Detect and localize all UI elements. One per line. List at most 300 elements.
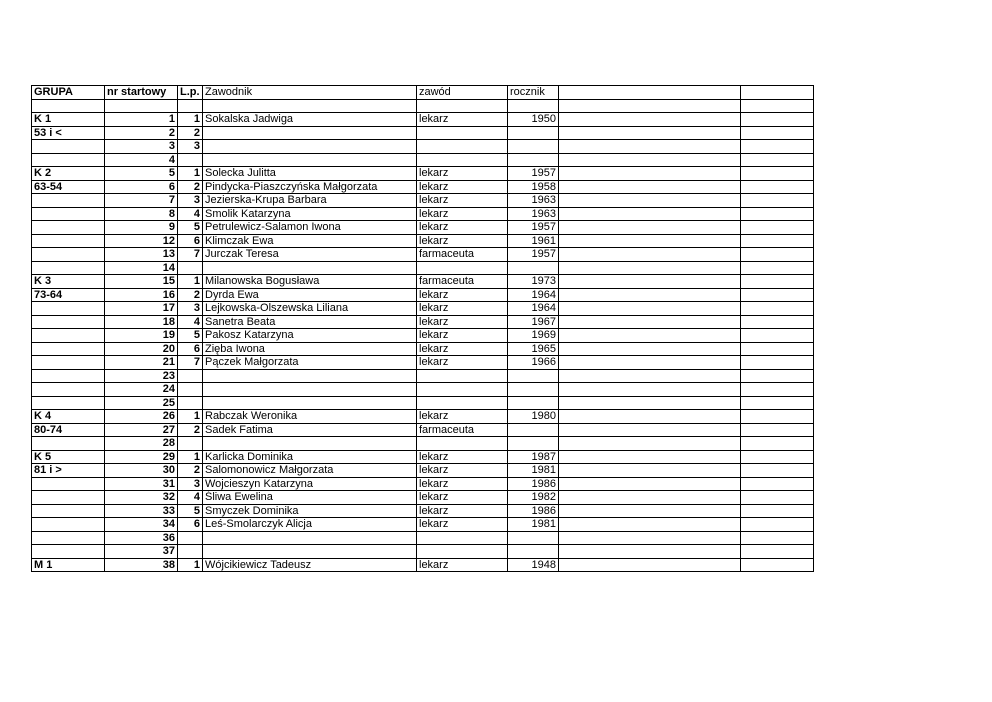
rocznik-cell: 1986	[508, 504, 559, 518]
empty-cell	[741, 221, 814, 235]
zawod-cell: lekarz	[417, 221, 508, 235]
nr-startowy-cell: 26	[105, 410, 178, 424]
table-row	[32, 221, 814, 235]
lp-cell: 5	[178, 221, 203, 235]
table-row	[32, 329, 814, 343]
lp-cell: 2	[178, 180, 203, 194]
zawodnik-cell	[203, 126, 417, 140]
table-row	[32, 356, 814, 370]
table-row	[32, 234, 814, 248]
lp-cell: 6	[178, 342, 203, 356]
empty-cell	[559, 261, 741, 275]
table-row	[32, 261, 814, 275]
zawodnik-cell	[203, 140, 417, 154]
empty-cell	[559, 221, 741, 235]
rocznik-cell: 1957	[508, 167, 559, 181]
table-row	[32, 423, 814, 437]
grupa-cell: K 1	[32, 113, 105, 127]
zawodnik-cell: Śliwa Ewelina	[203, 491, 417, 505]
zawodnik-cell: Solecka Julitta	[203, 167, 417, 181]
empty-cell	[741, 356, 814, 370]
zawodnik-cell: Leś-Smolarczyk Alicja	[203, 518, 417, 532]
rocznik-cell: 1966	[508, 356, 559, 370]
header-nr-startowy: nr startowy	[105, 86, 178, 100]
zawod-cell: lekarz	[417, 504, 508, 518]
table-row	[32, 288, 814, 302]
table-row	[32, 140, 814, 154]
empty-cell	[559, 356, 741, 370]
zawod-cell: farmaceuta	[417, 275, 508, 289]
empty-cell	[741, 167, 814, 181]
table-row	[32, 464, 814, 478]
rocznik-cell: 1957	[508, 248, 559, 262]
zawod-cell: lekarz	[417, 329, 508, 343]
lp-cell	[178, 99, 203, 113]
nr-startowy-cell: 18	[105, 315, 178, 329]
header-empty-cell	[741, 86, 814, 100]
empty-cell	[741, 423, 814, 437]
table-row	[32, 275, 814, 289]
header-zawodnik: Zawodnik	[203, 86, 417, 100]
grupa-cell	[32, 99, 105, 113]
nr-startowy-cell: 16	[105, 288, 178, 302]
nr-startowy-cell: 20	[105, 342, 178, 356]
lp-cell	[178, 396, 203, 410]
zawodnik-cell	[203, 396, 417, 410]
nr-startowy-cell: 5	[105, 167, 178, 181]
lp-cell: 2	[178, 423, 203, 437]
zawod-cell: lekarz	[417, 477, 508, 491]
table-row	[32, 167, 814, 181]
zawod-cell: lekarz	[417, 518, 508, 532]
zawod-cell: lekarz	[417, 167, 508, 181]
zawodnik-cell: Klimczak Ewa	[203, 234, 417, 248]
table-row	[32, 153, 814, 167]
zawod-cell: farmaceuta	[417, 423, 508, 437]
empty-cell	[741, 288, 814, 302]
grupa-cell	[32, 437, 105, 451]
empty-cell	[559, 423, 741, 437]
lp-cell	[178, 545, 203, 559]
lp-cell	[178, 531, 203, 545]
zawod-cell	[417, 126, 508, 140]
table-row	[32, 491, 814, 505]
nr-startowy-cell: 6	[105, 180, 178, 194]
lp-cell: 3	[178, 477, 203, 491]
nr-startowy-cell: 19	[105, 329, 178, 343]
grupa-cell: K 2	[32, 167, 105, 181]
grupa-cell: 63-54	[32, 180, 105, 194]
zawod-cell	[417, 383, 508, 397]
lp-cell	[178, 261, 203, 275]
nr-startowy-cell: 28	[105, 437, 178, 451]
rocznik-cell	[508, 545, 559, 559]
nr-startowy-cell: 34	[105, 518, 178, 532]
rocznik-cell: 1967	[508, 315, 559, 329]
grupa-cell	[32, 369, 105, 383]
nr-startowy-cell: 33	[105, 504, 178, 518]
zawod-cell: lekarz	[417, 194, 508, 208]
table-row	[32, 180, 814, 194]
empty-cell	[741, 126, 814, 140]
grupa-cell	[32, 248, 105, 262]
empty-cell	[741, 410, 814, 424]
zawodnik-cell: Smyczek Dominika	[203, 504, 417, 518]
empty-cell	[559, 450, 741, 464]
table-row	[32, 99, 814, 113]
empty-cell	[559, 504, 741, 518]
grupa-cell	[32, 140, 105, 154]
grupa-cell	[32, 396, 105, 410]
lp-cell	[178, 437, 203, 451]
zawod-cell	[417, 545, 508, 559]
grupa-cell	[32, 329, 105, 343]
grupa-cell	[32, 491, 105, 505]
zawod-cell: farmaceuta	[417, 248, 508, 262]
empty-cell	[741, 437, 814, 451]
table-row	[32, 207, 814, 221]
rocznik-cell	[508, 126, 559, 140]
nr-startowy-cell: 30	[105, 464, 178, 478]
empty-cell	[741, 504, 814, 518]
grupa-cell: 81 i >	[32, 464, 105, 478]
rocznik-cell: 1964	[508, 288, 559, 302]
nr-startowy-cell: 37	[105, 545, 178, 559]
empty-cell	[559, 315, 741, 329]
zawodnik-cell: Pakosz Katarzyna	[203, 329, 417, 343]
lp-cell: 6	[178, 234, 203, 248]
rocznik-cell: 1987	[508, 450, 559, 464]
empty-cell	[559, 126, 741, 140]
empty-cell	[559, 491, 741, 505]
empty-cell	[741, 369, 814, 383]
lp-cell: 1	[178, 410, 203, 424]
grupa-cell	[32, 531, 105, 545]
table-row	[32, 369, 814, 383]
grupa-cell	[32, 261, 105, 275]
zawodnik-cell	[203, 261, 417, 275]
table-row	[32, 383, 814, 397]
nr-startowy-cell: 23	[105, 369, 178, 383]
table-row	[32, 410, 814, 424]
header-zawod: zawód	[417, 86, 508, 100]
nr-startowy-cell: 1	[105, 113, 178, 127]
table-row	[32, 302, 814, 316]
empty-cell	[741, 491, 814, 505]
zawodnik-cell	[203, 369, 417, 383]
rocznik-cell: 1964	[508, 302, 559, 316]
zawodnik-cell: Wójcikiewicz Tadeusz	[203, 558, 417, 572]
grupa-cell: 80-74	[32, 423, 105, 437]
rocznik-cell: 1963	[508, 207, 559, 221]
empty-cell	[741, 248, 814, 262]
zawodnik-cell: Jurczak Teresa	[203, 248, 417, 262]
nr-startowy-cell: 38	[105, 558, 178, 572]
grupa-cell	[32, 545, 105, 559]
zawod-cell: lekarz	[417, 342, 508, 356]
table-row	[32, 477, 814, 491]
empty-cell	[741, 275, 814, 289]
empty-cell	[741, 302, 814, 316]
zawodnik-cell: Petrulewicz-Salamon Iwona	[203, 221, 417, 235]
empty-cell	[559, 153, 741, 167]
rocznik-cell	[508, 383, 559, 397]
table-row	[32, 342, 814, 356]
empty-cell	[559, 288, 741, 302]
nr-startowy-cell: 15	[105, 275, 178, 289]
empty-cell	[741, 261, 814, 275]
table-row	[32, 396, 814, 410]
empty-cell	[559, 437, 741, 451]
rocznik-cell	[508, 437, 559, 451]
empty-cell	[559, 518, 741, 532]
table-row	[32, 450, 814, 464]
nr-startowy-cell: 12	[105, 234, 178, 248]
empty-cell	[741, 234, 814, 248]
rocznik-cell	[508, 140, 559, 154]
table-row	[32, 545, 814, 559]
empty-cell	[741, 531, 814, 545]
lp-cell: 1	[178, 450, 203, 464]
empty-cell	[559, 369, 741, 383]
lp-cell: 7	[178, 248, 203, 262]
empty-cell	[741, 545, 814, 559]
zawod-cell	[417, 531, 508, 545]
zawodnik-cell	[203, 153, 417, 167]
zawodnik-cell	[203, 383, 417, 397]
rocznik-cell: 1965	[508, 342, 559, 356]
zawodnik-cell: Lejkowska-Olszewska Liliana	[203, 302, 417, 316]
rocznik-cell: 1980	[508, 410, 559, 424]
lp-cell: 2	[178, 126, 203, 140]
rocznik-cell	[508, 99, 559, 113]
rocznik-cell: 1981	[508, 518, 559, 532]
lp-cell: 1	[178, 275, 203, 289]
nr-startowy-cell: 9	[105, 221, 178, 235]
lp-cell	[178, 383, 203, 397]
zawod-cell	[417, 437, 508, 451]
nr-startowy-cell: 13	[105, 248, 178, 262]
empty-cell	[559, 477, 741, 491]
rocznik-cell: 1957	[508, 221, 559, 235]
rocznik-cell: 1986	[508, 477, 559, 491]
rocznik-cell: 1982	[508, 491, 559, 505]
header-empty-cell	[559, 86, 741, 100]
zawodnik-cell: Sadek Fatima	[203, 423, 417, 437]
zawod-cell: lekarz	[417, 315, 508, 329]
empty-cell	[559, 383, 741, 397]
nr-startowy-cell: 4	[105, 153, 178, 167]
zawod-cell	[417, 140, 508, 154]
rocznik-cell: 1963	[508, 194, 559, 208]
lp-cell: 3	[178, 194, 203, 208]
zawodnik-cell: Karlicka Dominika	[203, 450, 417, 464]
lp-cell: 2	[178, 288, 203, 302]
empty-cell	[559, 302, 741, 316]
grupa-cell: K 3	[32, 275, 105, 289]
zawod-cell	[417, 369, 508, 383]
empty-cell	[559, 545, 741, 559]
empty-cell	[741, 153, 814, 167]
nr-startowy-cell: 21	[105, 356, 178, 370]
zawodnik-cell: Pindycka-Piaszczyńska Małgorzata	[203, 180, 417, 194]
lp-cell: 4	[178, 491, 203, 505]
zawodnik-cell: Sanetra Beata	[203, 315, 417, 329]
grupa-cell: K 5	[32, 450, 105, 464]
nr-startowy-cell: 3	[105, 140, 178, 154]
grupa-cell: 53 i <	[32, 126, 105, 140]
zawodnik-cell: Salomonowicz Małgorzata	[203, 464, 417, 478]
lp-cell: 5	[178, 329, 203, 343]
grupa-cell	[32, 383, 105, 397]
header-lp: L.p.	[178, 86, 203, 100]
nr-startowy-cell: 7	[105, 194, 178, 208]
zawod-cell: lekarz	[417, 207, 508, 221]
empty-cell	[559, 329, 741, 343]
empty-cell	[559, 99, 741, 113]
results-table	[31, 85, 814, 572]
rocznik-cell: 1969	[508, 329, 559, 343]
empty-cell	[559, 275, 741, 289]
header-row	[32, 86, 814, 100]
grupa-cell	[32, 356, 105, 370]
empty-cell	[741, 315, 814, 329]
empty-cell	[559, 531, 741, 545]
empty-cell	[559, 167, 741, 181]
zawodnik-cell	[203, 531, 417, 545]
grupa-cell	[32, 315, 105, 329]
nr-startowy-cell: 25	[105, 396, 178, 410]
lp-cell	[178, 369, 203, 383]
empty-cell	[559, 234, 741, 248]
empty-cell	[741, 477, 814, 491]
grupa-cell	[32, 342, 105, 356]
lp-cell	[178, 153, 203, 167]
header-grupa: GRUPA	[32, 86, 105, 100]
empty-cell	[559, 113, 741, 127]
empty-cell	[741, 207, 814, 221]
empty-cell	[559, 180, 741, 194]
grupa-cell	[32, 194, 105, 208]
zawodnik-cell	[203, 437, 417, 451]
empty-cell	[741, 342, 814, 356]
grupa-cell	[32, 477, 105, 491]
empty-cell	[741, 450, 814, 464]
zawod-cell: lekarz	[417, 558, 508, 572]
lp-cell: 5	[178, 504, 203, 518]
table-row	[32, 504, 814, 518]
zawod-cell	[417, 153, 508, 167]
zawodnik-cell: Smolik Katarzyna	[203, 207, 417, 221]
empty-cell	[741, 329, 814, 343]
zawod-cell: lekarz	[417, 288, 508, 302]
zawod-cell	[417, 261, 508, 275]
rocznik-cell: 1981	[508, 464, 559, 478]
lp-cell: 1	[178, 558, 203, 572]
table-row	[32, 194, 814, 208]
nr-startowy-cell: 2	[105, 126, 178, 140]
table-row	[32, 558, 814, 572]
grupa-cell	[32, 234, 105, 248]
zawod-cell: lekarz	[417, 234, 508, 248]
grupa-cell	[32, 504, 105, 518]
zawod-cell: lekarz	[417, 356, 508, 370]
table-row	[32, 518, 814, 532]
grupa-cell	[32, 302, 105, 316]
rocznik-cell: 1948	[508, 558, 559, 572]
rocznik-cell	[508, 396, 559, 410]
lp-cell: 3	[178, 302, 203, 316]
zawod-cell: lekarz	[417, 113, 508, 127]
empty-cell	[559, 558, 741, 572]
empty-cell	[559, 410, 741, 424]
header-rocznik: rocznik	[508, 86, 559, 100]
nr-startowy-cell	[105, 99, 178, 113]
grupa-cell: M 1	[32, 558, 105, 572]
rocznik-cell	[508, 153, 559, 167]
rocznik-cell	[508, 531, 559, 545]
nr-startowy-cell: 14	[105, 261, 178, 275]
table-row	[32, 248, 814, 262]
grupa-cell	[32, 207, 105, 221]
zawodnik-cell: Rabczak Weronika	[203, 410, 417, 424]
table-row	[32, 531, 814, 545]
empty-cell	[741, 99, 814, 113]
zawodnik-cell: Jezierska-Krupa Barbara	[203, 194, 417, 208]
zawodnik-cell	[203, 99, 417, 113]
nr-startowy-cell: 31	[105, 477, 178, 491]
table-row	[32, 113, 814, 127]
nr-startowy-cell: 29	[105, 450, 178, 464]
zawodnik-cell: Zięba Iwona	[203, 342, 417, 356]
table-row	[32, 315, 814, 329]
nr-startowy-cell: 24	[105, 383, 178, 397]
empty-cell	[559, 140, 741, 154]
zawodnik-cell: Pączek Małgorzata	[203, 356, 417, 370]
zawodnik-cell: Wojcieszyn Katarzyna	[203, 477, 417, 491]
zawod-cell	[417, 99, 508, 113]
zawodnik-cell: Dyrda Ewa	[203, 288, 417, 302]
zawodnik-cell	[203, 545, 417, 559]
empty-cell	[741, 518, 814, 532]
rocznik-cell: 1973	[508, 275, 559, 289]
nr-startowy-cell: 32	[105, 491, 178, 505]
nr-startowy-cell: 36	[105, 531, 178, 545]
rocznik-cell	[508, 423, 559, 437]
zawod-cell	[417, 396, 508, 410]
nr-startowy-cell: 27	[105, 423, 178, 437]
empty-cell	[741, 113, 814, 127]
grupa-cell: 73-64	[32, 288, 105, 302]
table-row	[32, 126, 814, 140]
zawod-cell: lekarz	[417, 491, 508, 505]
empty-cell	[559, 396, 741, 410]
zawod-cell: lekarz	[417, 464, 508, 478]
rocznik-cell	[508, 261, 559, 275]
rocznik-cell	[508, 369, 559, 383]
lp-cell: 1	[178, 167, 203, 181]
lp-cell: 1	[178, 113, 203, 127]
lp-cell: 4	[178, 207, 203, 221]
nr-startowy-cell: 17	[105, 302, 178, 316]
grupa-cell	[32, 518, 105, 532]
empty-cell	[741, 558, 814, 572]
empty-cell	[559, 207, 741, 221]
empty-cell	[741, 180, 814, 194]
empty-cell	[741, 464, 814, 478]
lp-cell: 3	[178, 140, 203, 154]
zawod-cell: lekarz	[417, 450, 508, 464]
